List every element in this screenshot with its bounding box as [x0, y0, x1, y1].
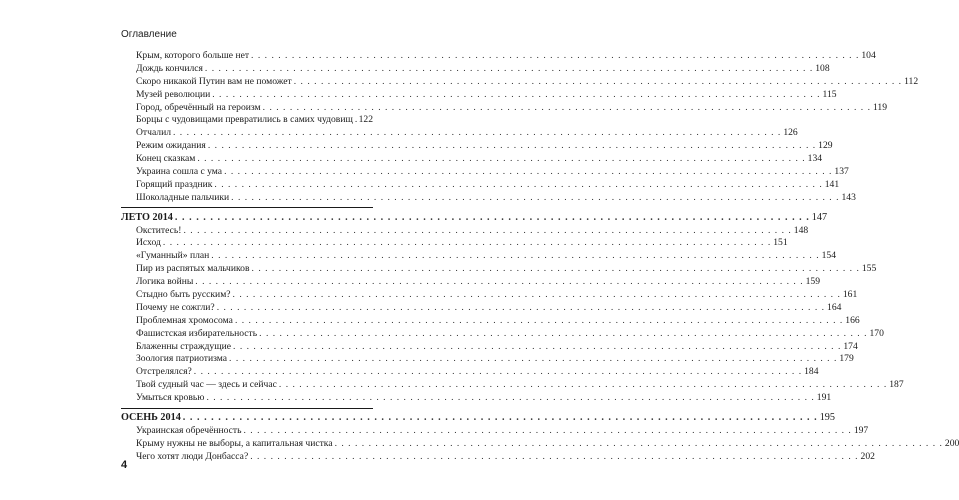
toc-entry-page: 202 [860, 450, 875, 462]
dot-leader: . . . . . . . . . . . . . . . . . . . . . . . . . . . . . . . . . . . . . . . . . . . . . . . . . . . . . . . . . . . . . . . . . . . . . . . . . . . . . . . . . . . . . . . . . . [243, 424, 852, 436]
dot-leader: . . . . . . . . . . . . . . . . . . . . . . . . . . . . . . . . . . . . . . . . . . . . . . . . . . . . . . . . . . . . . . . . . . . . . . . . . . . . . . . . . . . . . . . . . . [293, 75, 903, 87]
toc-entry-title: Отчалил [136, 127, 171, 139]
dot-leader: . . . . . . . . . . . . . . . . . . . . . . . . . . . . . . . . . . . . . . . . . . . . . . . . . . . . . . . . . . . . . . . . . . . . . . . . . . . . . . . . . . . . . . . . . . [214, 178, 823, 190]
toc-entry[interactable] [121, 237, 788, 250]
dot-leader: . . . . . . . . . . . . . . . . . . . . . . . . . . . . . . . . . . . . . . . . . . . . . . . . . . . . . . . . . . . . . . . . . . . . . . . . . . . . . . . . . . . . . . . . . . [193, 366, 803, 378]
toc-entry-title: Скоро никакой Путин вам не поможет [136, 75, 292, 87]
toc-entry[interactable] [121, 75, 919, 89]
toc-entry-page: 151 [773, 237, 788, 249]
toc-entry-title: Умыться кровью [136, 392, 205, 404]
page-number: 4 [121, 459, 128, 471]
dot-leader: . . . . . . . . . . . . . . . . . . . . . . . . . . . . . . . . . . . . . . . . . . . . . . . . . . . . . . . . . . . . . . . . . . . . . . . . . . . . . . . . . . . . . . . . . . [183, 224, 792, 236]
toc-entry[interactable] [121, 379, 904, 392]
toc-entry-page: 195 [819, 412, 835, 424]
dot-leader: . . . . . . . . . . . . . . . . . . . . . . . . . . . . . . . . . . . . . . . . . . . . . . . . . . . . . . . . . . . . . . . . . . . . . . . . . . . . . . . . . . . . . . . . . . [234, 314, 844, 326]
toc-entry-page: 154 [821, 250, 836, 262]
dot-leader: . . . . . . . . . . . . . . . . . . . . . . . . . . . . . . . . . . . . . . . . . . . . . . . . . . . . . . . . . . . . . . . . . . . . . . . . . . . . . . . . . . . . . . . . . . [224, 166, 833, 178]
toc-entry-title: Отстрелялся? [136, 366, 192, 378]
toc-entry-page: 197 [853, 424, 869, 436]
toc-entry-title: Окститесь! [136, 224, 182, 236]
toc-entry[interactable] [121, 301, 842, 315]
toc-entry[interactable] [121, 450, 875, 464]
toc-entry-title: Зоология патриотизма [136, 353, 228, 365]
toc-entry[interactable] [121, 62, 830, 76]
toc-entry-title: Город, обречённый на героизм [136, 101, 261, 113]
toc-entry-title: Крым, которого больше нет [136, 50, 250, 61]
toc-entry-title: Горящий праздник [136, 178, 213, 190]
toc-entry-page: 141 [824, 178, 840, 190]
toc-section-heading[interactable] [121, 412, 835, 425]
toc-entry[interactable] [121, 366, 819, 379]
dot-leader: . . . . . . . . . . . . . . . . . . . . . . . . . . . . . . . . . . . . . . . . . . . . . . . . . . . . . . . . . . . . . . . . . . . . . . . . . . . . . . . . . . . . . . . . . . [233, 340, 842, 352]
toc-entry-page: 187 [889, 379, 904, 391]
toc-entry-title: Пир из распятых мальчиков [136, 263, 250, 275]
toc-entry[interactable] [121, 327, 884, 341]
toc-entry[interactable] [121, 263, 877, 276]
toc-entry-page: 159 [805, 276, 820, 288]
section-divider [121, 207, 373, 208]
toc-entry[interactable] [121, 88, 837, 102]
toc-entry[interactable] [121, 114, 373, 127]
toc-entry-title: Блаженны страждущие [136, 340, 232, 352]
dot-leader: . . . . . . . . . . . . . . . . . . . . . . . . . . . . . . . . . . . . . . . . . . . . . . . . . . . . . . . . . . . . . . . . . . . . . . . . . . . . . . . . . . . . . . . . . . [250, 450, 859, 462]
dot-leader: . . . . . . . . . . . . . . . . . . . . . . . . . . . . . . . . . . . . . . . . . . . . . . . . . . . . . . . . . . . . . . . . . . . . . . . . . . . . . . . . . . . . . . . . . . [182, 412, 818, 424]
toc-entry[interactable] [121, 166, 849, 179]
toc-entry-page: 161 [842, 289, 858, 301]
dot-leader: . . . . . . . . . . . . . . . . . . . . . . . . . . . . . . . . . . . . . . . . . . . . . . . . . . . . . . . . . . . . . . . . . . . . . . . . . . . . . . . . . . . . . . . . . . [197, 153, 806, 165]
toc-entry-page: 112 [904, 75, 919, 87]
toc-entry-page: 137 [834, 166, 849, 178]
toc-entry-page: 122 [358, 114, 373, 126]
dot-leader: . . . . . . . . . . . . . . . . . . . . . . . . . . . . . . . . . . . . . . . . . . . . . . . . . . . . . . . . . . . . . . . . . . . . . . . . . . . . . . . . . . . . . . . . . . [206, 392, 815, 404]
toc-entry-title: «Гуманный» план [136, 250, 210, 262]
toc-entry-page: 134 [807, 153, 823, 165]
dot-leader: . . . . . . . . . . . . . . . . . . . . . . . . . . . . . . . . . . . . . . . . . . . . . . . . . . . . . . . . . . . . . . . . . . . . . . . . . . . . . . . . . . . . . . . . . . [251, 263, 860, 275]
toc-entry-title: Музей революции [136, 88, 211, 100]
dot-leader: . . . . . . . . . . . . . . . . . . . . . . . . . . . . . . . . . . . . . . . . . . . . . . . . . . . . . . . . . . . . . . . . . . . . . . . . . . . . . . . . . . . . . . . . . . [207, 140, 817, 152]
toc-entry-title: Исход [136, 237, 161, 249]
dot-leader [355, 114, 357, 127]
toc-entry-page: 200 [944, 437, 959, 449]
toc-entry-page: 184 [804, 366, 819, 378]
toc-entry-page: 126 [783, 127, 798, 139]
toc-entry[interactable] [121, 191, 856, 205]
toc-entry[interactable] [121, 153, 823, 166]
toc-entry-title: Шоколадные пальчики [136, 191, 230, 203]
toc-entry[interactable] [121, 224, 809, 238]
toc-entry-page: 164 [827, 301, 842, 313]
toc-entry-title: Фашистская избирательность [136, 327, 258, 339]
dot-leader: . . . . . . . . . . . . . . . . . . . . . . . . . . . . . . . . . . . . . . . . . . . . . . . . . . . . . . . . . . . . . . . . . . . . . . . . . . . . . . . . . . . . . . . . . . [334, 437, 943, 449]
toc-entry[interactable] [121, 392, 832, 405]
toc-entry-title: ОСЕНЬ 2014 [121, 412, 181, 424]
dot-leader: . . . . . . . . . . . . . . . . . . . . . . . . . . . . . . . . . . . . . . . . . . . . . . . . . . . . . . . . . . . . . . . . . . . . . . . . . . . . . . . . . . . . . . . . . . [211, 250, 820, 262]
section-divider [121, 408, 373, 409]
toc-entry-page: 148 [793, 224, 809, 236]
dot-leader: . . . . . . . . . . . . . . . . . . . . . . . . . . . . . . . . . . . . . . . . . . . . . . . . . . . . . . . . . . . . . . . . . . . . . . . . . . . . . . . . . . . . . . . . . . [229, 353, 838, 365]
dot-leader: . . . . . . . . . . . . . . . . . . . . . . . . . . . . . . . . . . . . . . . . . . . . . . . . . . . . . . . . . . . . . . . . . . . . . . . . . . . . . . . . . . . . . . . . . . [232, 289, 841, 301]
dot-leader: . . . . . . . . . . . . . . . . . . . . . . . . . . . . . . . . . . . . . . . . . . . . . . . . . . . . . . . . . . . . . . . . . . . . . . . . . . . . . . . . . . . . . . . . . . [231, 191, 840, 203]
toc-entry-page: 174 [843, 340, 858, 352]
table-of-contents [121, 50, 959, 464]
toc-entry-title: Твой судный час — здесь и сейчас [136, 379, 277, 391]
dot-leader: . . . . . . . . . . . . . . . . . . . . . . . . . . . . . . . . . . . . . . . . . . . . . . . . . . . . . . . . . . . . . . . . . . . . . . . . . . . . . . . . . . . . . . . . . . [278, 379, 888, 391]
toc-entry-title: Почему не сожгли? [136, 301, 215, 313]
toc-entry[interactable] [121, 314, 860, 328]
dot-leader: . . . . . . . . . . . . . . . . . . . . . . . . . . . . . . . . . . . . . . . . . . . . . . . . . . . . . . . . . . . . . . . . . . . . . . . . . . . . . . . . . . . . . . . . . . [212, 88, 821, 100]
running-header: Оглавление [121, 29, 177, 40]
toc-entry-page: 147 [811, 211, 828, 223]
toc-entry-title: Режим ожидания [136, 140, 206, 152]
toc-entry[interactable] [121, 250, 836, 263]
dot-leader: . . . . . . . . . . . . . . . . . . . . . . . . . . . . . . . . . . . . . . . . . . . . . . . . . . . . . . . . . . . . . . . . . . . . . . . . . . . . . . . . . . . . . . . . . . [251, 50, 860, 61]
toc-entry-page: 170 [869, 327, 884, 339]
toc-entry-title: Логика войны [136, 276, 194, 288]
toc-entry-title: Крыму нужны не выборы, а капитальная чистка [136, 437, 333, 449]
toc-entry[interactable] [121, 127, 798, 140]
toc-section-heading[interactable] [121, 211, 828, 225]
dot-leader: . . . . . . . . . . . . . . . . . . . . . . . . . . . . . . . . . . . . . . . . . . . . . . . . . . . . . . . . . . . . . . . . . . . . . . . . . . . . . . . . . . . . . . . . . . [204, 62, 814, 74]
toc-entry[interactable] [121, 140, 833, 153]
toc-entry[interactable] [121, 276, 820, 289]
dot-leader: . . . . . . . . . . . . . . . . . . . . . . . . . . . . . . . . . . . . . . . . . . . . . . . . . . . . . . . . . . . . . . . . . . . . . . . . . . . . . . . . . . . . . . . . . . [216, 301, 826, 313]
toc-entry[interactable] [121, 50, 876, 63]
toc-entry[interactable] [121, 101, 888, 115]
toc-entry[interactable] [121, 353, 854, 366]
toc-entry-title: Борцы с чудовищами превратились в самих чудовищ [136, 114, 353, 126]
toc-entry[interactable] [121, 340, 858, 354]
toc-entry-title: Дождь кончился [136, 62, 203, 74]
dot-leader: . . . . . . . . . . . . . . . . . . . . . . . . . . . . . . . . . . . . . . . . . . . . . . . . . . . . . . . . . . . . . . . . . . . . . . . . . . . . . . . . . . . . . . . . . . [162, 237, 772, 249]
toc-entry-page: 108 [815, 62, 830, 74]
dot-leader: . . . . . . . . . . . . . . . . . . . . . . . . . . . . . . . . . . . . . . . . . . . . . . . . . . . . . . . . . . . . . . . . . . . . . . . . . . . . . . . . . . . . . . . . . . [262, 101, 871, 113]
toc-entry[interactable] [121, 424, 869, 438]
toc-entry-page: 115 [822, 88, 837, 100]
toc-entry-page: 179 [839, 353, 854, 365]
toc-entry[interactable] [121, 437, 959, 451]
toc-entry-page: 104 [861, 50, 876, 61]
dot-leader: . . . . . . . . . . . . . . . . . . . . . . . . . . . . . . . . . . . . . . . . . . . . . . . . . . . . . . . . . . . . . . . . . . . . . . . . . . . . . . . . . . . . . . . . . . [173, 127, 782, 139]
toc-entry-page: 119 [872, 101, 888, 113]
toc-entry-title: Стыдно быть русским? [136, 289, 231, 301]
toc-entry[interactable] [121, 178, 840, 192]
toc-entry-title: Конец сказкам [136, 153, 196, 165]
toc-entry-page: 143 [841, 191, 856, 203]
toc-entry-title: ЛЕТО 2014 [121, 211, 173, 223]
toc-entry-title: Украина сошла с ума [136, 166, 223, 178]
toc-entry-page: 166 [845, 314, 860, 326]
dot-leader: . . . . . . . . . . . . . . . . . . . . . . . . . . . . . . . . . . . . . . . . . . . . . . . . . . . . . . . . . . . . . . . . . . . . . . . . . . . . . . . . . . . . . . . . . . [259, 327, 868, 339]
toc-entry-title: Проблемная хромосома [136, 314, 233, 326]
toc-entry-title: Чего хотят люди Донбасса? [136, 450, 249, 462]
toc-entry-page: 191 [816, 392, 832, 404]
toc-entry-page: 155 [861, 263, 877, 275]
toc-entry[interactable] [121, 289, 858, 302]
toc-entry-page: 129 [818, 140, 833, 152]
dot-leader: . . . . . . . . . . . . . . . . . . . . . . . . . . . . . . . . . . . . . . . . . . . . . . . . . . . . . . . . . . . . . . . . . . . . . . . . . . . . . . . . . . . . . . . . . . [195, 276, 804, 288]
toc-entry-title: Украинская обречённость [136, 424, 242, 436]
dot-leader: . . . . . . . . . . . . . . . . . . . . . . . . . . . . . . . . . . . . . . . . . . . . . . . . . . . . . . . . . . . . . . . . . . . . . . . . . . . . . . . . . . . . . . . . . . [174, 211, 810, 223]
